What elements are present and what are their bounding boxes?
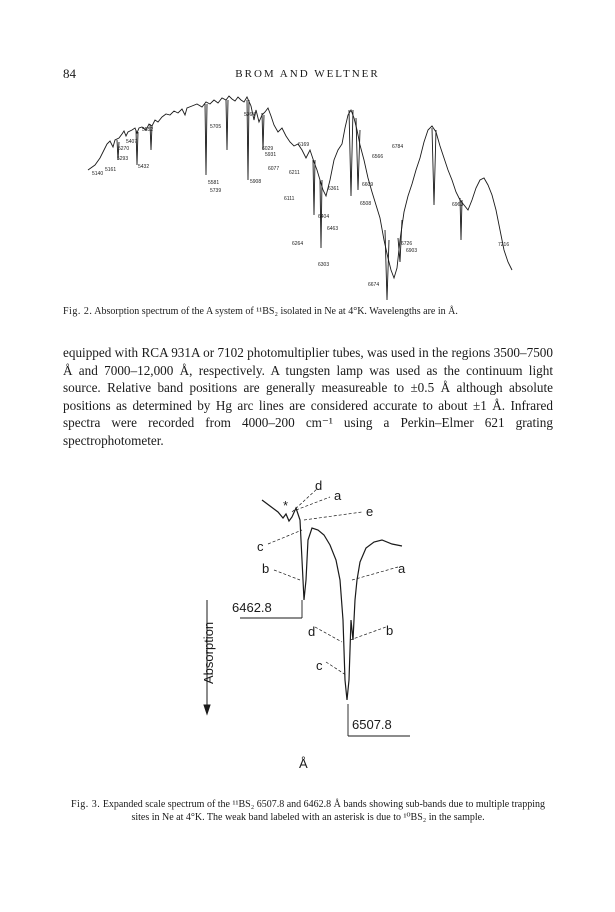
peak-markers bbox=[240, 600, 410, 736]
absorption-axis-label: Absorption bbox=[201, 621, 216, 684]
sub-band-labels bbox=[257, 478, 406, 673]
svg-text:6111: 6111 bbox=[284, 196, 295, 202]
running-head: BROM AND WELTNER bbox=[235, 68, 380, 80]
svg-text:6303: 6303 bbox=[318, 262, 330, 268]
svg-text:6508: 6508 bbox=[360, 201, 372, 207]
svg-text:5739: 5739 bbox=[210, 188, 222, 194]
svg-text:5764: 5764 bbox=[244, 112, 256, 118]
svg-text:b: b bbox=[386, 623, 394, 638]
svg-text:6566: 6566 bbox=[372, 154, 384, 160]
svg-text:a: a bbox=[334, 488, 342, 503]
svg-text:d: d bbox=[308, 624, 316, 639]
svg-text:6903: 6903 bbox=[406, 248, 418, 254]
svg-text:6211: 6211 bbox=[289, 170, 300, 176]
svg-text:7216: 7216 bbox=[498, 242, 510, 248]
svg-text:b: b bbox=[262, 561, 270, 576]
svg-text:*: * bbox=[283, 498, 289, 513]
svg-text:5432: 5432 bbox=[138, 164, 150, 170]
svg-text:6674: 6674 bbox=[368, 282, 380, 288]
svg-text:c: c bbox=[257, 539, 264, 554]
figure-3-label: Fig. 3. bbox=[70, 799, 101, 810]
body-paragraph: equipped with RCA 931A or 7102 photomultiplier tubes, was used in the regions 3500–7500 Å and 7000–12,000 Å, respectively. A tungsten lamp was used as the continuum light source. Relative band positions are generally measureable to ±0.5 Å although absolute positions as determined by Hg arc lines are considered accurate to about ±1 Å. Infrared spectra were recorded from 4000–200 cm⁻¹ using a Perkin–Elmer 621 grating spectrophotometer. bbox=[63, 345, 553, 448]
svg-text:5908: 5908 bbox=[250, 179, 262, 185]
svg-text:6077: 6077 bbox=[268, 166, 280, 172]
svg-text:e: e bbox=[366, 504, 374, 519]
svg-text:5705: 5705 bbox=[210, 124, 222, 130]
svg-text:5161: 5161 bbox=[105, 167, 117, 173]
figure-3-caption-text: Expanded scale spectrum of the ¹¹BS₂ 6507.8 and 6462.8 Å bands showing sub-bands due to multiple trapping sites in Ne at 4°K. The weak band labeled with an asterisk is due to ¹⁰BS₂ in the sample. bbox=[102, 799, 546, 823]
svg-text:6169: 6169 bbox=[298, 142, 310, 148]
svg-text:6726: 6726 bbox=[401, 241, 413, 247]
angstrom-unit-label: Å bbox=[299, 756, 308, 771]
svg-text:6963: 6963 bbox=[452, 202, 464, 208]
peak-6462-label: 6462.8 bbox=[232, 600, 272, 615]
svg-text:5581: 5581 bbox=[208, 180, 220, 186]
peak-6507-label: 6507.8 bbox=[352, 717, 392, 732]
figure-2-label: Fig. 2. bbox=[63, 306, 93, 317]
page-number: 84 bbox=[63, 66, 76, 81]
svg-text:5293: 5293 bbox=[117, 156, 129, 162]
svg-text:5552: 5552 bbox=[142, 127, 154, 133]
svg-text:6029: 6029 bbox=[262, 146, 274, 152]
svg-text:d: d bbox=[315, 478, 323, 493]
svg-text:6404: 6404 bbox=[318, 214, 330, 220]
svg-text:5931: 5931 bbox=[265, 152, 277, 158]
svg-text:5140: 5140 bbox=[92, 171, 104, 177]
expanded-trace bbox=[262, 500, 402, 700]
svg-text:5407: 5407 bbox=[126, 139, 138, 145]
svg-text:6609: 6609 bbox=[362, 182, 374, 188]
svg-text:5270: 5270 bbox=[118, 146, 130, 152]
svg-text:6361: 6361 bbox=[328, 186, 340, 192]
svg-text:6264: 6264 bbox=[292, 241, 304, 247]
svg-text:6784: 6784 bbox=[392, 144, 404, 150]
figure-2-caption-text: Absorption spectrum of the A system of ¹¹BS₂ isolated in Ne at 4°K. Wavelengths are in Å. bbox=[94, 306, 458, 317]
svg-text:c: c bbox=[316, 658, 323, 673]
figure-3-caption bbox=[63, 798, 553, 824]
svg-text:6463: 6463 bbox=[327, 226, 339, 232]
svg-text:a: a bbox=[398, 561, 406, 576]
